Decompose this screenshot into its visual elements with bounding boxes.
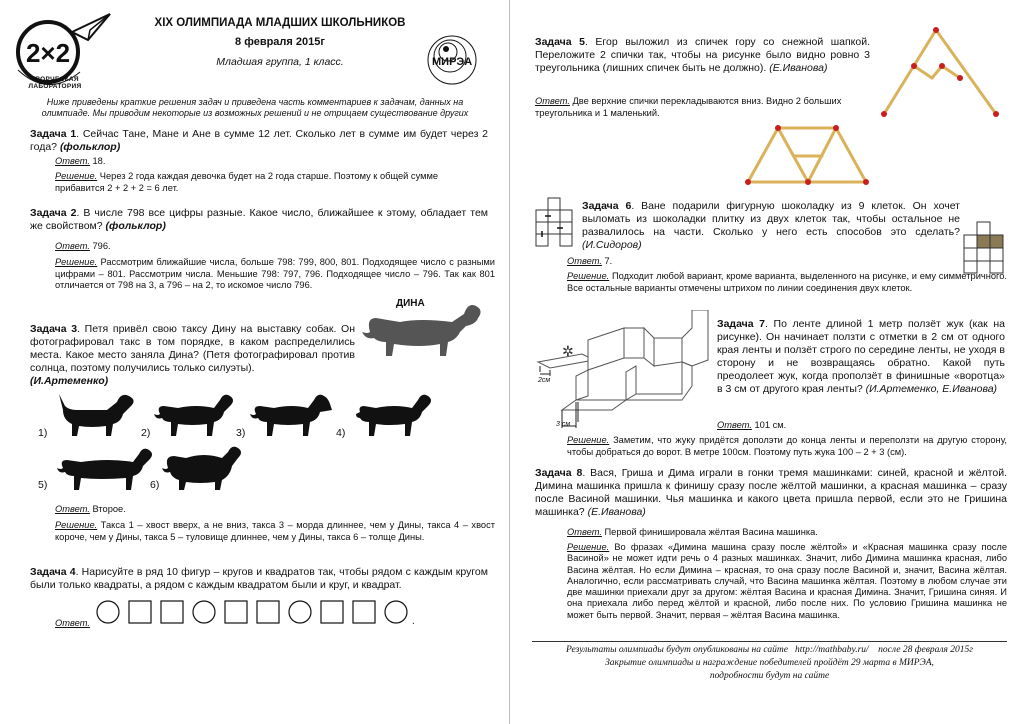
- task6-solution: [567, 271, 1007, 294]
- task2-solution: [55, 257, 495, 292]
- task4-text: . Нарисуйте в ряд 10 фигур – кругов и квадратов так, чтобы рядом с каждым кругом были только квадраты, а рядом с каждым квадратом были и круг, и квадрат.: [30, 566, 488, 591]
- answer-label: Ответ.: [567, 527, 602, 537]
- task7-text: . По ленте длиной 1 метр ползёт жук (как на рисунке). Он начинает ползти с отметки в 2 см от одного края ленты и ползёт строго по середине ленты, не уходя в сторону и не возвращаясь обратно. Какой путь преодолеет жук, когда проползёт в финишные «воротца» в 3 см от другого края ленты?: [717, 318, 1006, 395]
- intro-text: Ниже приведены краткие решения задач и приведена часть комментариев к задачам, данных на олимпиаде. Мы приводим некоторые из возможных решений и не отрицаем существование других: [41, 97, 469, 118]
- dog-option-5: 5): [38, 479, 48, 491]
- task8-label: Задача 8: [535, 467, 583, 479]
- task1-answer-value: 18.: [89, 156, 106, 166]
- footer-text-a: Результаты олимпиады будут опубликованы на сайте: [566, 645, 788, 655]
- task1-label: Задача 1: [30, 128, 77, 140]
- solution-label: Решение.: [55, 257, 98, 267]
- task3-text: . Петя привёл свою таксу Дину на выставку собак. Он фотографировал такс в том порядке, в каком распределились места. Какое место заняла Дина? (Петя фотографировал против солнца, поэтому получились только силуэты).: [30, 323, 356, 374]
- task3-solution-text: Такса 1 – хвост вверх, а не вниз, такса 3 – морда длиннее, чем у Дины, такса 4 – хвост короче, чем у Дины, такса 5 – туловище длиннее, чем у Дины, такса 6 – толще Дины.: [55, 520, 495, 542]
- task8-answer-value: Первой финишировала жёлтая Васина машинка.: [601, 527, 818, 537]
- task8-question: [535, 467, 1007, 519]
- task5-label: Задача 5: [535, 36, 585, 48]
- task1-answer: [55, 156, 485, 168]
- task7-source: (И.Артеменко, Е.Иванова): [865, 383, 998, 395]
- solution-label: Решение.: [567, 435, 610, 445]
- task3-answer: [55, 504, 485, 516]
- circle-shape: [193, 601, 215, 623]
- footer-url-link[interactable]: http://mathbaby.ru/: [795, 645, 869, 655]
- square-shape: [129, 601, 151, 623]
- task2-answer: [55, 241, 485, 253]
- task6-text: . Ване подарили фигурную шоколадку из 9 клеток. Он хочет выломать из шоколадки плитку из двух клеток так, чтобы остальное не развалилось на части. Сколько у него есть способов это сделать?: [582, 200, 960, 238]
- dog-dina-label: ДИНА: [396, 298, 425, 309]
- dog-6-icon: [160, 440, 245, 496]
- task2-answer-value: 796.: [89, 241, 111, 251]
- task7-solution-text: Заметим, что жуку придётся дополэти до конца ленты и переползти на другую сторону, чтобы добраться до ворот. В метре 100см. Поэтому путь жука 100 – 2 + 3 (см).: [567, 435, 1007, 457]
- tape-mark-3cm: 3 см: [556, 421, 571, 428]
- task1-text: . Сейчас Тане, Мане и Ане в сумме 12 лет. Сколько лет в сумме им будет через 2 года?: [30, 128, 488, 153]
- footer-line-2: Закрытие олимпиады и награждение победителей пройдёт 29 марта в МИРЭА,: [605, 658, 934, 668]
- task5-question: [535, 36, 870, 75]
- dog-2-icon: [152, 386, 237, 442]
- answer-label: Ответ.: [55, 156, 90, 166]
- task7-answer: [717, 420, 997, 432]
- left-page: [0, 0, 509, 724]
- dog-option-2: 2): [141, 427, 151, 439]
- footer-line-1: [532, 645, 1007, 655]
- square-shape: [225, 601, 247, 623]
- task7-solution: [567, 435, 1007, 458]
- task6-solution-text: Подходит любой вариант, кроме варианта, выделенного на рисунке, и ему симметричного. Все остальные варианты отмечены штрихом по линии соединения двух клеток.: [567, 271, 1007, 293]
- task3-source: (И.Артеменко): [30, 375, 109, 387]
- footer-rule: [532, 641, 1007, 642]
- dog-option-1: 1): [38, 427, 48, 439]
- dog-option-4: 4): [336, 427, 346, 439]
- task4-answer-shapes: [96, 598, 426, 626]
- task3-label: Задача 3: [30, 323, 78, 335]
- footer-line-3: подробности будут на сайте: [709, 671, 830, 681]
- answer-label: Ответ.: [535, 96, 570, 106]
- task3-solution: [55, 520, 495, 543]
- page-divider: [509, 0, 510, 724]
- dog-1-icon: [55, 386, 140, 442]
- task2-label: Задача 2: [30, 207, 77, 219]
- task1-solution: [55, 171, 485, 194]
- task2-solution-text: Рассмотрим ближайшие числа, больше 798: 799, 800, 801. Подходящее число с разными цифрами – 801. Рассмотрим числа. Меньшие 798: 797, 796. Подходящее число – 796. Так как 801 отличается от 798 на 3, а 796 – на 2, то искомое число 796.: [55, 257, 495, 290]
- logo-2x2: [10, 10, 114, 92]
- page-title: XIX ОЛИМПИАДА МЛАДШИХ ШКОЛЬНИКОВ: [154, 17, 406, 29]
- task4-question: [30, 566, 488, 592]
- task3-question: [30, 323, 355, 388]
- answer-label: Ответ.: [55, 504, 90, 514]
- logo-mirea: [426, 30, 496, 92]
- task8-solution-text: Во фразах «Димина машина сразу после жёлтой» и «Красная машинка сразу после Васиной» не может идти речь о 4 разных машинках. Значит, либо Димина машинка красная, либо Васина жёлтая. Но если Димина – красная, то она сразу после Васиной и, значит, Васина жёлтая. Аналогично, если рассматривать случай, что Васина машинка жёлтая. Поэтому в любом случае эти две машинки приехали друг за другом: жёлтая Васина и красная Димина. Значит, Гришина синяя. И она приехала либо перед жёлтой и красной, либо после них. По условию Гришина машинка не может быть первой. Значит, первая – жёлтая Васина машинка.: [567, 542, 1007, 620]
- task2-question: [30, 207, 488, 233]
- task2-source: (фольклор): [105, 220, 166, 232]
- matchstick-mountain-icon: [874, 22, 1009, 124]
- square-shape: [161, 601, 183, 623]
- task4-answer-label: Ответ.: [55, 618, 90, 628]
- task1-source: (фольклор): [59, 141, 121, 153]
- task5-text: . Егор выложил из спичек гору со снежной шапкой. Переложите 2 спички так, чтобы на рисунке было видно ровно 3 треугольника (лишних спичек быть не должно).: [535, 36, 871, 74]
- task7-answer-value: 101 см.: [751, 420, 787, 430]
- task6-source: (И.Сидоров): [582, 239, 642, 251]
- footer-text-b: после 28 февраля 2015г: [878, 645, 973, 655]
- task6-question: [582, 200, 960, 252]
- task6-label: Задача 6: [582, 200, 632, 212]
- task6-answer-value: 7.: [601, 256, 613, 266]
- chocolate-highlighted-icon: [962, 220, 1006, 274]
- task1-question: [30, 128, 488, 154]
- solution-label: Решение.: [567, 271, 610, 281]
- beetle-icon: ✲: [562, 343, 574, 359]
- tape-mark-2cm: 2см: [538, 377, 551, 384]
- task3-answer-value: Второе.: [89, 504, 126, 514]
- task8-source: (Е.Иванова): [587, 506, 646, 518]
- dog-4-icon: [350, 386, 435, 442]
- task8-text: . Вася, Гриша и Дима играли в гонки тремя машинками: синей, красной и жёлтой. Димина машинка пришла к финишу сразу после жёлтой машинки, а красная машинка – сразу после Васиной машинки. Чья машинка и какого цвета пришла первой, если это не Гришина машинка?: [535, 467, 1007, 518]
- square-shape: [257, 601, 279, 623]
- solution-label: Решение.: [55, 171, 98, 181]
- logo-left-caption: ТВОРЧЕСКАЯ ЛАБОРАТОРИЯ: [28, 76, 82, 90]
- task4-dot: .: [412, 616, 415, 627]
- square-shape: [353, 601, 375, 623]
- task8-answer: [567, 527, 1007, 539]
- logo-right-text: МИРЭА: [432, 56, 473, 68]
- answer-label: Ответ.: [55, 241, 90, 251]
- task1-solution-text: Через 2 года каждая девочка будет на 2 года старше. Поэтому к общей сумме прибавится 2 + 2 + 2 = 6 лет.: [55, 171, 439, 193]
- answer-label: Ответ.: [567, 256, 602, 266]
- task5-source: (Е.Иванова): [769, 62, 828, 74]
- answer-label: Ответ.: [717, 420, 752, 430]
- task6-answer: [567, 256, 907, 268]
- task5-answer: [535, 96, 845, 119]
- right-page: [512, 0, 1024, 724]
- chocolate-hatched-icon: [534, 196, 576, 248]
- dog-3-icon: [248, 386, 333, 442]
- solution-label: Решение.: [55, 520, 98, 530]
- task4-label: Задача 4: [30, 566, 76, 578]
- square-shape: [321, 601, 343, 623]
- circle-shape: [97, 601, 119, 623]
- task8-solution: [567, 542, 1007, 621]
- task7-label: Задача 7: [717, 318, 766, 330]
- dog-5-icon: [55, 440, 155, 496]
- dog-option-3: 3): [236, 427, 246, 439]
- solution-label: Решение.: [567, 542, 610, 552]
- circle-shape: [289, 601, 311, 623]
- olympiad-date: 8 февраля 2015г: [235, 36, 325, 48]
- dog-dina-icon: [360, 292, 485, 364]
- dog-option-6: 6): [150, 479, 160, 491]
- task2-text: . В числе 798 все цифры разные. Какое число, ближайшее к этому, обладает тем же свойством?: [30, 207, 489, 232]
- task7-question: [717, 318, 1005, 396]
- shape-sequence: [96, 598, 426, 626]
- tape-figure-icon: [532, 310, 722, 430]
- svg-text:2×2: 2×2: [25, 38, 71, 68]
- circle-shape: [385, 601, 407, 623]
- group-name: Младшая группа, 1 класс.: [216, 56, 344, 68]
- task5-answer-value: Две верхние спички перекладываются вниз. Видно 2 больших треугольника и 1 маленький.: [535, 96, 842, 118]
- matchstick-answer-icon: [742, 118, 872, 190]
